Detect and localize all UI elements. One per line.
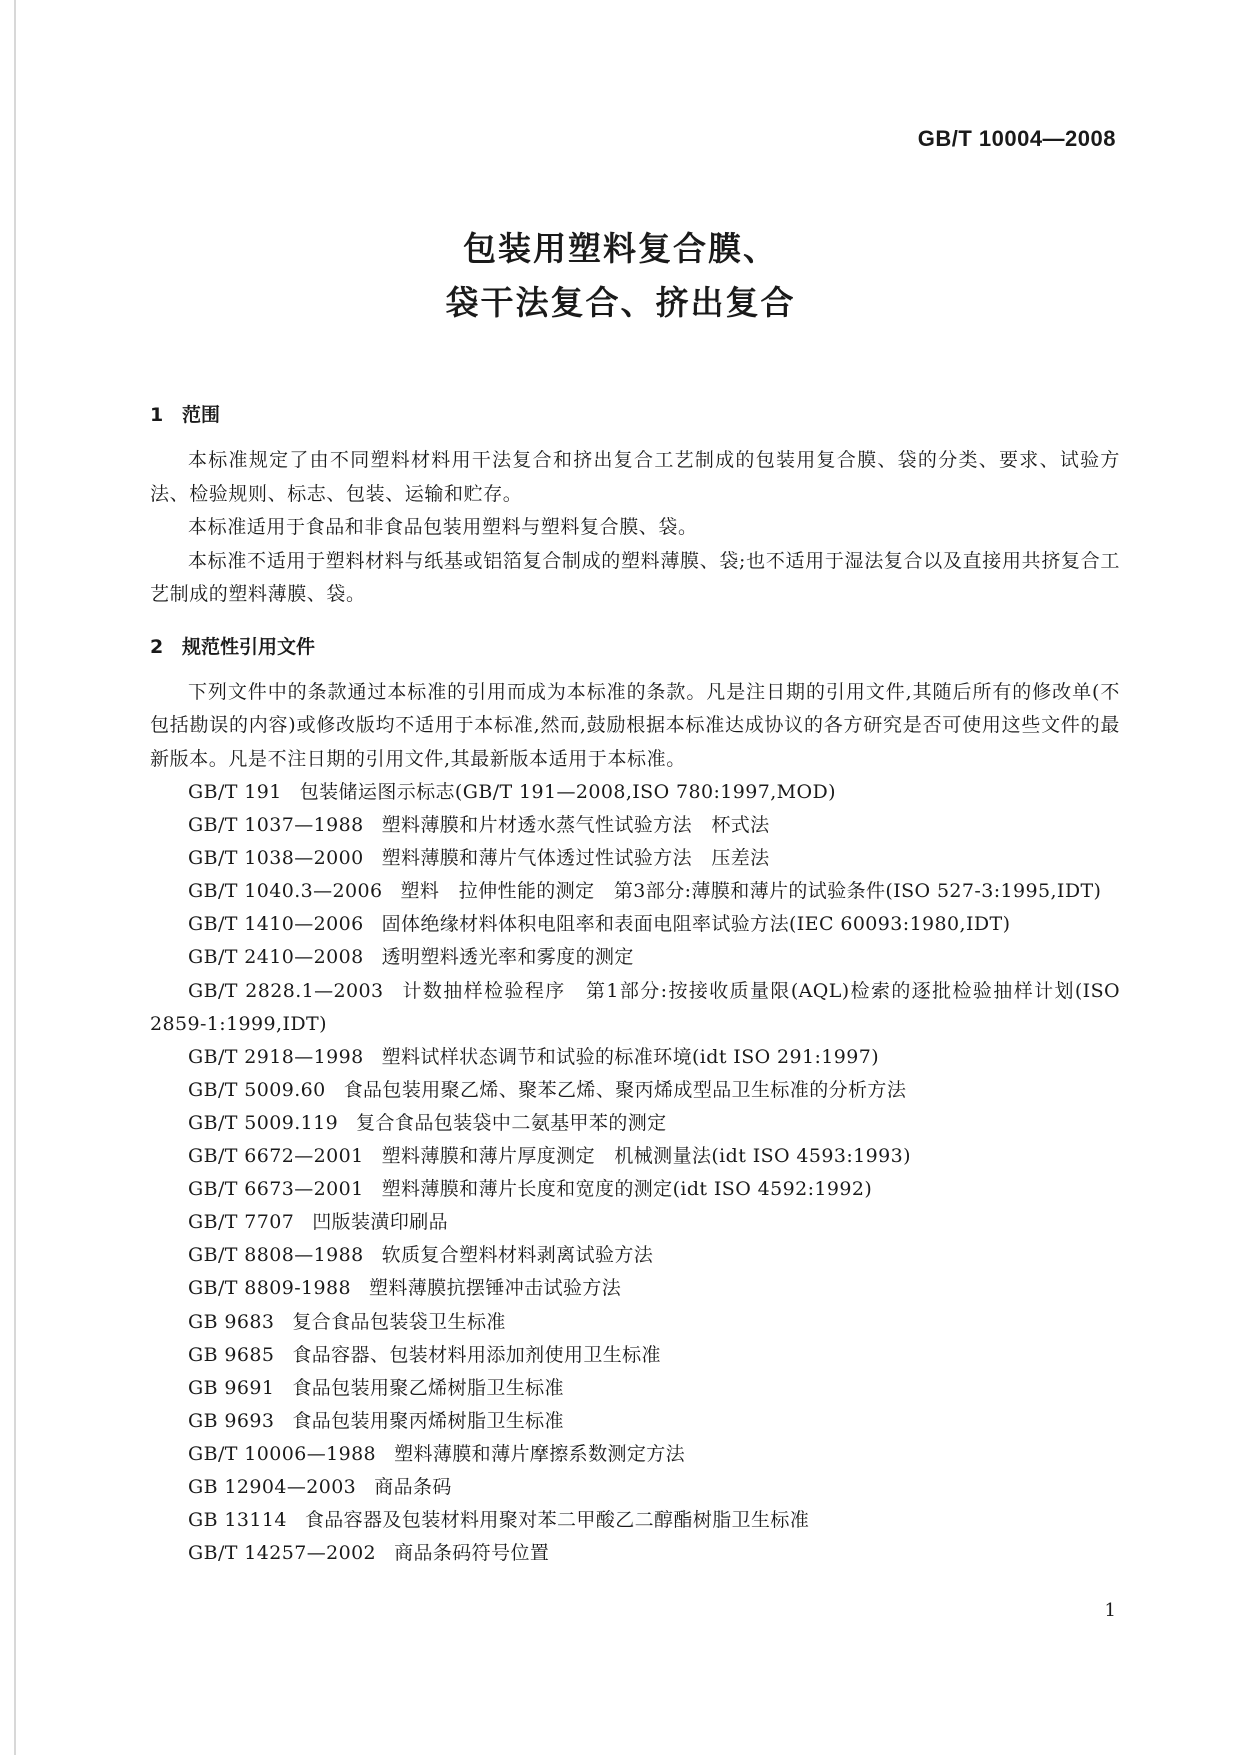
reference-title: 塑料薄膜抗摆锤冲击试验方法 <box>368 1277 622 1300</box>
reference-item <box>150 1306 1120 1339</box>
reference-title: 食品包装用聚乙烯、聚苯乙烯、聚丙烯成型品卫生标准的分析方法 <box>343 1078 907 1101</box>
reference-code: GB/T 2410—2008 <box>188 946 364 969</box>
reference-code: GB/T 6673—2001 <box>188 1178 364 1201</box>
reference-title: 软质复合塑料材料剥离试验方法 <box>381 1244 654 1267</box>
reference-title: 商品条码符号位置 <box>394 1542 550 1565</box>
section-number: 1 <box>150 404 164 426</box>
reference-title: 塑料薄膜和薄片长度和宽度的测定(idt ISO 4592:1992) <box>381 1178 873 1201</box>
paragraph: 本标准适用于食品和非食品包装用塑料与塑料复合膜、袋。 <box>188 516 698 538</box>
reference-list <box>150 776 1120 1570</box>
reference-item <box>150 1372 1120 1405</box>
reference-title: 复合食品包装袋中二氨基甲苯的测定 <box>356 1111 667 1134</box>
reference-title: 塑料薄膜和薄片气体透过性试验方法 压差法 <box>381 847 770 870</box>
reference-title: 复合食品包装袋卫生标准 <box>292 1310 506 1333</box>
reference-title: 塑料 拉伸性能的测定 第3部分:薄膜和薄片的试验条件(ISO 527-3:1995,IDT) <box>400 880 1102 903</box>
reference-title: 食品容器、包装材料用添加剂使用卫生标准 <box>292 1343 661 1366</box>
reference-item <box>150 1537 1120 1570</box>
reference-code: GB/T 1410—2006 <box>188 913 364 936</box>
reference-item <box>150 1074 1120 1107</box>
reference-title: 塑料薄膜和薄片厚度测定 机械测量法(idt ISO 4593:1993) <box>381 1145 911 1168</box>
section-1-body <box>150 444 1120 612</box>
reference-code: GB/T 8808—1988 <box>188 1244 364 1267</box>
reference-code: GB/T 1038—2000 <box>188 847 364 870</box>
reference-code: GB/T 6672—2001 <box>188 1145 364 1168</box>
reference-item <box>150 1239 1120 1272</box>
reference-item <box>150 1206 1120 1239</box>
reference-title: 塑料薄膜和片材透水蒸气性试验方法 杯式法 <box>381 814 770 837</box>
reference-item <box>150 1339 1120 1372</box>
reference-title: 透明塑料透光率和雾度的测定 <box>381 946 634 969</box>
reference-item <box>150 809 1120 842</box>
reference-title: 塑料薄膜和薄片摩擦系数测定方法 <box>394 1442 686 1465</box>
reference-code: GB/T 1037—1988 <box>188 814 364 837</box>
reference-item <box>150 875 1120 908</box>
section-title: 规范性引用文件 <box>182 635 316 658</box>
title-line-2: 袋干法复合、挤出复合 <box>445 283 796 322</box>
reference-title: 计数抽样检验程序 第1部分:按接收质量限(AQL)检索的逐批检验抽样计划(ISO 2859-1:1999,IDT) <box>150 979 1120 1035</box>
reference-code: GB 9693 <box>188 1409 275 1432</box>
reference-item <box>150 908 1120 941</box>
section-2-body <box>150 676 1120 1571</box>
reference-code: GB/T 5009.60 <box>188 1078 326 1101</box>
document-title <box>0 222 1241 330</box>
reference-title: 食品包装用聚乙烯树脂卫生标准 <box>292 1376 564 1399</box>
page-number: 1 <box>1104 1600 1116 1621</box>
reference-item <box>150 1272 1120 1305</box>
section-1-heading <box>150 398 1120 432</box>
reference-item <box>150 975 1120 1041</box>
reference-item <box>150 941 1120 974</box>
reference-code: GB/T 5009.119 <box>188 1111 339 1134</box>
reference-item <box>150 1140 1120 1173</box>
reference-code: GB 13114 <box>188 1509 287 1532</box>
reference-code: GB/T 14257—2002 <box>188 1542 377 1565</box>
standard-code: GB/T 10004—2008 <box>917 126 1116 151</box>
reference-item <box>150 1405 1120 1438</box>
reference-code: GB/T 191 <box>188 781 282 803</box>
reference-title: 固体绝缘材料体积电阻率和表面电阻率试验方法(IEC 60093:1980,IDT) <box>381 913 1011 936</box>
reference-title: 食品包装用聚丙烯树脂卫生标准 <box>292 1409 564 1432</box>
reference-code: GB 12904—2003 <box>188 1475 357 1498</box>
reference-title: 包装储运图示标志(GB/T 191—2008,ISO 780:1997,MOD) <box>299 781 836 803</box>
reference-item <box>150 1107 1120 1140</box>
reference-code: GB/T 2828.1—2003 <box>188 979 384 1002</box>
reference-item <box>150 776 1120 809</box>
section-2-heading <box>150 630 1120 664</box>
reference-code: GB 9691 <box>188 1376 275 1399</box>
reference-code: GB/T 7707 <box>188 1211 295 1234</box>
section-number: 2 <box>150 635 164 658</box>
reference-code: GB 9683 <box>188 1310 275 1333</box>
reference-item <box>150 1504 1120 1537</box>
reference-item <box>150 1173 1120 1206</box>
paragraph: 本标准规定了由不同塑料材料用干法复合和挤出复合工艺制成的包装用复合膜、袋的分类、要求、试验方法、检验规则、标志、包装、运输和贮存。 <box>150 449 1120 505</box>
reference-title: 食品容器及包装材料用聚对苯二甲酸乙二醇酯树脂卫生标准 <box>304 1509 810 1532</box>
reference-code: GB/T 10006—1988 <box>188 1442 377 1465</box>
reference-title: 商品条码 <box>374 1475 452 1498</box>
paragraph: 本标准不适用于塑料材料与纸基或铝箔复合制成的塑料薄膜、袋;也不适用于湿法复合以及直接用共挤复合工艺制成的塑料薄膜、袋。 <box>150 549 1120 605</box>
reference-item <box>150 1438 1120 1471</box>
reference-title: 塑料试样状态调节和试验的标准环境(idt ISO 291:1997) <box>381 1045 880 1068</box>
paragraph: 下列文件中的条款通过本标准的引用而成为本标准的条款。凡是注日期的引用文件,其随后所有的修改单(不包括勘误的内容)或修改版均不适用于本标准,然而,鼓励根据本标准达成协议的各方研究是否可使用这些文件的最新版本。凡是不注日期的引用文件,其最新版本适用于本标准。 <box>150 680 1120 770</box>
reference-item <box>150 842 1120 875</box>
reference-code: GB/T 2918—1998 <box>188 1045 364 1068</box>
title-line-1: 包装用塑料复合膜、 <box>463 229 778 268</box>
reference-item <box>150 1471 1120 1504</box>
reference-code: GB/T 8809-1988 <box>188 1277 351 1300</box>
document-body <box>150 398 1120 1570</box>
reference-code: GB/T 1040.3—2006 <box>188 880 383 903</box>
section-title: 范围 <box>182 404 221 426</box>
reference-code: GB 9685 <box>188 1343 275 1366</box>
reference-title: 凹版装潢印刷品 <box>312 1211 449 1234</box>
reference-item <box>150 1041 1120 1074</box>
